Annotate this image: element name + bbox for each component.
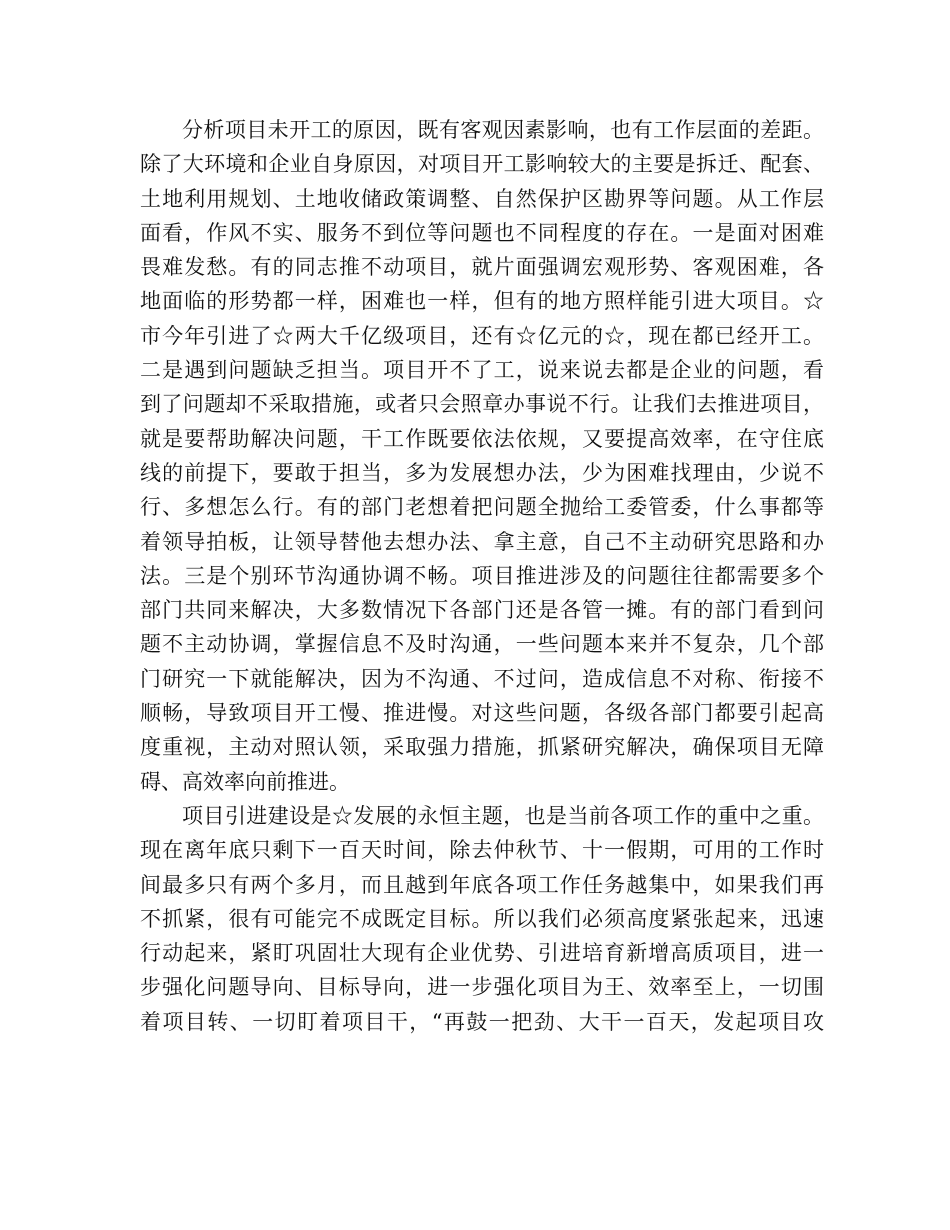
- paragraph-line: 不抓紧，很有可能完不成既定目标。所以我们必须高度紧张起来，迅速: [140, 906, 824, 931]
- paragraph-line: 分析项目未开工的原因，既有客观因素影响，也有工作层面的差距。: [182, 118, 824, 142]
- paragraph-line: 题不主动协调，掌握信息不及时沟通，一些问题本来并不复杂，几个部: [140, 632, 824, 657]
- paragraph-line: 部门共同来解决，大多数情况下各部门还是各管一摊。有的部门看到问: [140, 598, 824, 623]
- paragraph-line: 顺畅，导致项目开工慢、推进慢。对这些问题，各级各部门都要引起高: [140, 701, 824, 726]
- paragraph-line: 间最多只有两个多月，而且越到年底各项工作任务越集中，如果我们再: [140, 872, 824, 897]
- paragraph-line: 步强化问题导向、目标导向，进一步强化项目为王、效率至上，一切围: [140, 975, 824, 1000]
- paragraph-line: 就是要帮助解决问题，干工作既要依法依规，又要提高效率，在守住底: [140, 426, 824, 451]
- paragraph-line: 除了大环境和企业自身原因，对项目开工影响较大的主要是拆迁、配套、: [140, 152, 824, 177]
- paragraph-line: 门研究一下就能解决，因为不沟通、不过问，造成信息不对称、衔接不: [140, 666, 824, 691]
- paragraph-line: 到了问题却不采取措施，或者只会照章办事说不行。让我们去推进项目，: [140, 392, 824, 417]
- document-body: [140, 113, 824, 1039]
- paragraph-line: 线的前提下，要敢于担当，多为发展想办法，少为困难找理由，少说不: [140, 460, 824, 485]
- paragraph-line: 行动起来，紧盯巩固壮大现有企业优势、引进培育新增高质项目，进一: [140, 941, 824, 966]
- paragraph-line: 畏难发愁。有的同志推不动项目，就片面强调宏观形势、客观困难，各: [140, 255, 824, 280]
- paragraph-line: 度重视，主动对照认领，采取强力措施，抓紧研究解决，确保项目无障: [140, 735, 824, 760]
- paragraph-line: 市今年引进了☆两大千亿级项目，还有☆亿元的☆，现在都已经开工。: [140, 323, 824, 348]
- paragraph-1: [140, 113, 824, 799]
- paragraph-2: [140, 799, 824, 1039]
- paragraph-line: 着领导拍板，让领导替他去想办法、拿主意，自己不主动研究思路和办: [140, 529, 824, 554]
- paragraph-line: 二是遇到问题缺乏担当。项目开不了工，说来说去都是企业的问题，看: [140, 358, 824, 383]
- paragraph-line: 土地利用规划、土地收储政策调整、自然保护区勘界等问题。从工作层: [140, 186, 824, 211]
- paragraph-line: 着项目转、一切盯着项目干，“再鼓一把劲、大干一百天，发起项目攻: [140, 1009, 824, 1034]
- paragraph-line: 现在离年底只剩下一百天时间，除去仲秋节、十一假期，可用的工作时: [140, 838, 824, 863]
- paragraph-line: 行、多想怎么行。有的部门老想着把问题全抛给工委管委，什么事都等: [140, 495, 824, 520]
- paragraph-line: 面看，作风不实、服务不到位等问题也不同程度的存在。一是面对困难: [140, 220, 824, 245]
- paragraph-line: 碍、高效率向前推进。: [140, 769, 350, 794]
- paragraph-line: 项目引进建设是☆发展的永恒主题，也是当前各项工作的重中之重。: [182, 803, 824, 828]
- paragraph-line: 法。三是个别环节沟通协调不畅。项目推进涉及的问题往往都需要多个: [140, 563, 824, 588]
- paragraph-line: 地面临的形势都一样，困难也一样，但有的地方照样能引进大项目。☆: [140, 289, 824, 314]
